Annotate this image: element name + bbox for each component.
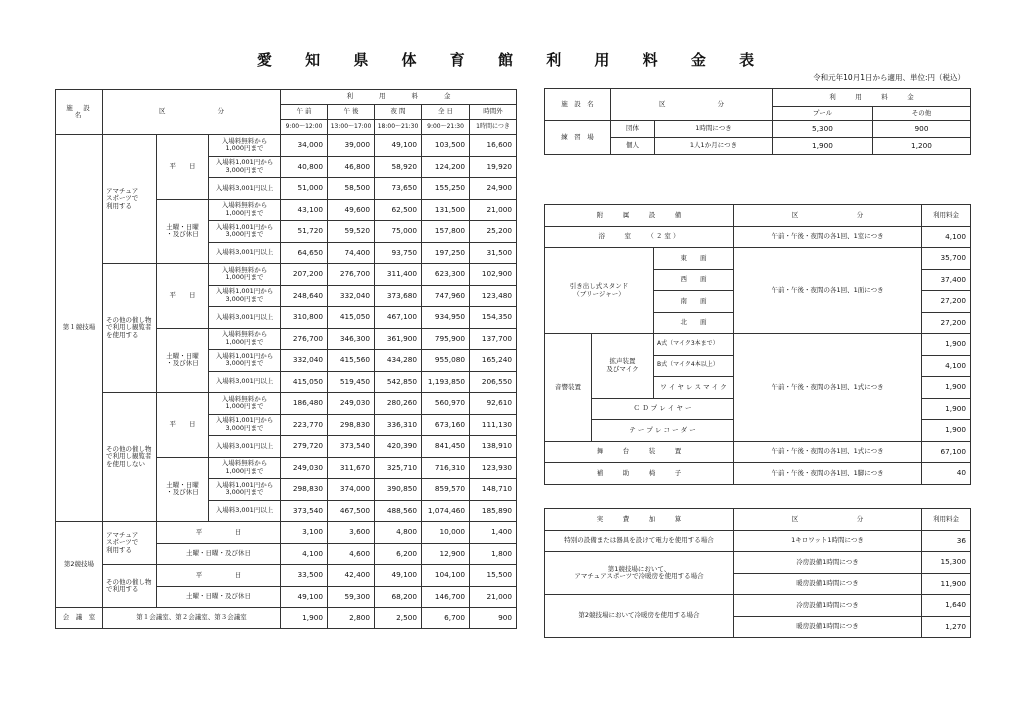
fee-value: 336,310: [375, 414, 422, 436]
item-bleacher: 引き出し式スタンド （ブリージャー）: [545, 248, 654, 334]
table-row: [545, 530, 971, 552]
admission-fee-range: 入場料無料から 1,000円まで: [209, 264, 281, 286]
fee-value: 276,700: [328, 264, 375, 286]
header-fee: 利 用 料 金: [773, 89, 971, 107]
fee-value: 325,710: [375, 457, 422, 479]
table-row: [56, 264, 517, 286]
admission-fee-range: 入場料無料から 1,000円まで: [209, 135, 281, 157]
facility-arena-2: 第2競技場: [56, 522, 103, 608]
fee-unit: 午前・午後・夜間の各1回、1脚につき: [734, 463, 922, 485]
fee-value: 1,640: [922, 595, 971, 617]
fee-value: 4,100: [922, 226, 971, 248]
fee-value: 1,270: [922, 616, 971, 638]
user-type: 団体: [611, 121, 655, 138]
fee-value: 58,920: [375, 156, 422, 178]
fee-value: 4,600: [328, 543, 375, 565]
bleacher-side: 北 面: [654, 312, 734, 334]
facility-meeting-room: 会 議 室: [56, 608, 103, 629]
fee-value: 11,900: [922, 573, 971, 595]
fee-value: 40,800: [281, 156, 328, 178]
fee-value: 31,500: [470, 242, 517, 264]
fee-unit: 午前・午後・夜間の各1回、1式につき: [734, 334, 922, 442]
fee-value: 3,100: [281, 522, 328, 544]
header-category: 区 分: [734, 509, 922, 531]
table-row: [545, 463, 971, 485]
fee-value: 93,750: [375, 242, 422, 264]
item-pa: 拡声装置 及びマイク: [592, 334, 654, 399]
fee-value: 103,500: [422, 135, 470, 157]
header-category: 区 分: [734, 205, 922, 227]
header-fee: 利 用 料 金: [281, 90, 517, 105]
fee-value: 25,200: [470, 221, 517, 243]
fee-value: 1,900: [922, 420, 971, 442]
fee-value: 15,300: [922, 552, 971, 574]
fee-value: 5,300: [773, 121, 873, 138]
fee-value: 488,560: [375, 500, 422, 522]
admission-fee-range: 入場料1,001円から 3,000円まで: [209, 221, 281, 243]
fee-value: 27,200: [922, 291, 971, 313]
fee-unit: 午前・午後・夜間の各1回、1面につき: [734, 248, 922, 334]
header-fee: 利用料金: [922, 509, 971, 531]
fee-value: 841,450: [422, 436, 470, 458]
admission-fee-range: 入場料無料から 1,000円まで: [209, 199, 281, 221]
table-row: [545, 89, 971, 107]
use-type-event: その他の催し物 で利用する: [103, 565, 157, 608]
fee-value: 390,850: [375, 479, 422, 501]
table-row: [56, 135, 517, 157]
fee-value: 900: [470, 608, 517, 629]
sound-option: Ｃ Ｄ プ レ イ ヤ ー: [592, 398, 734, 420]
admission-fee-range: 入場料無料から 1,000円まで: [209, 328, 281, 350]
sound-option: テ ー プ レ コ ー ダ ー: [592, 420, 734, 442]
fee-unit: 冷房設備1時間につき: [734, 552, 922, 574]
day-type: 土曜・日曜・及び休日: [157, 586, 281, 608]
admission-fee-range: 入場料3,001円以上: [209, 242, 281, 264]
header-facility: 施 設 名: [56, 90, 103, 135]
fee-value: 374,000: [328, 479, 375, 501]
fee-value: 15,500: [470, 565, 517, 587]
fee-value: 1,900: [773, 138, 873, 155]
fee-value: 1,400: [470, 522, 517, 544]
fee-value: 58,500: [328, 178, 375, 200]
admission-fee-range: 入場料1,001円から 3,000円まで: [209, 479, 281, 501]
fee-unit: 暖房設備1時間につき: [734, 573, 922, 595]
header-category: 区 分: [611, 89, 773, 121]
effective-date-note: 令和元年10月1日から適用、単位:円（税込）: [813, 73, 965, 82]
fee-value: 49,600: [328, 199, 375, 221]
fee-value: 33,500: [281, 565, 328, 587]
item-bath: 浴 室 （ ２ 室 ）: [545, 226, 734, 248]
fee-value: 46,800: [328, 156, 375, 178]
fee-value: 249,030: [328, 393, 375, 415]
fee-value: 859,570: [422, 479, 470, 501]
day-type: 土曜・日曜 ・及び休日: [157, 328, 209, 393]
fee-value: 298,830: [328, 414, 375, 436]
fee-unit: 冷房設備1時間につき: [734, 595, 922, 617]
fee-value: 59,300: [328, 586, 375, 608]
bleacher-side: 東 面: [654, 248, 734, 270]
fee-value: 40: [922, 463, 971, 485]
equipment-fee-table: [544, 204, 971, 485]
day-type: 土曜・日曜 ・及び休日: [157, 457, 209, 522]
fee-unit: 暖房設備1時間につき: [734, 616, 922, 638]
fee-value: 51,000: [281, 178, 328, 200]
table-row: [545, 552, 971, 574]
table-row: [56, 393, 517, 415]
item-chair: 補 助 椅 子: [545, 463, 734, 485]
header-period: 夜 間: [375, 105, 422, 120]
fee-value: 74,400: [328, 242, 375, 264]
day-type: 平 日: [157, 565, 281, 587]
item-ac-arena-2: 第2競技場において冷暖房を使用する場合: [545, 595, 734, 638]
table-row: [545, 509, 971, 531]
use-type-amateur: アマチュア スポーツで 利用する: [103, 522, 157, 565]
fee-value: 137,700: [470, 328, 517, 350]
fee-value: 4,100: [922, 355, 971, 377]
fee-value: 6,700: [422, 608, 470, 629]
header-item: 附 属 設 備: [545, 205, 734, 227]
admission-fee-range: 入場料1,001円から 3,000円まで: [209, 414, 281, 436]
fee-value: 59,520: [328, 221, 375, 243]
use-type-event-paid: その他の催し物 で利用し観覧者 を使用する: [103, 264, 157, 393]
fee-value: 19,920: [470, 156, 517, 178]
fee-value: 49,100: [281, 586, 328, 608]
admission-fee-range: 入場料無料から 1,000円まで: [209, 457, 281, 479]
header-period: 午 後: [328, 105, 375, 120]
fee-value: 280,260: [375, 393, 422, 415]
fee-value: 955,080: [422, 350, 470, 372]
fee-value: 373,540: [328, 436, 375, 458]
fee-unit: 1キロワット1時間につき: [734, 530, 922, 552]
fee-value: 62,500: [375, 199, 422, 221]
fee-value: 68,200: [375, 586, 422, 608]
fee-value: 123,930: [470, 457, 517, 479]
fee-value: 415,560: [328, 350, 375, 372]
fee-unit: 1時間につき: [655, 121, 773, 138]
header-time: 9:00～21:30: [422, 120, 470, 135]
admission-fee-range: 入場料3,001円以上: [209, 500, 281, 522]
table-row: [56, 522, 517, 544]
fee-value: 43,100: [281, 199, 328, 221]
fee-value: 3,600: [328, 522, 375, 544]
fee-value: 332,040: [281, 350, 328, 372]
facility-practice: 練 習 場: [545, 121, 611, 155]
fee-value: 35,700: [922, 248, 971, 270]
fee-value: 716,310: [422, 457, 470, 479]
practice-fee-table: [544, 88, 971, 155]
fee-value: 332,040: [328, 285, 375, 307]
fee-value: 1,900: [281, 608, 328, 629]
fee-value: 24,900: [470, 178, 517, 200]
fee-value: 37,400: [922, 269, 971, 291]
fee-value: 34,000: [281, 135, 328, 157]
fee-value: 519,450: [328, 371, 375, 393]
header-time: 18:00～21:30: [375, 120, 422, 135]
fee-value: 12,900: [422, 543, 470, 565]
fee-value: 673,160: [422, 414, 470, 436]
header-category: 区 分: [103, 90, 281, 135]
use-type-amateur: アマチュア スポーツで 利用する: [103, 135, 157, 264]
fee-value: 623,300: [422, 264, 470, 286]
fee-value: 420,390: [375, 436, 422, 458]
fee-value: 934,950: [422, 307, 470, 329]
fee-value: 223,770: [281, 414, 328, 436]
fee-value: 2,800: [328, 608, 375, 629]
item-power: 特別の設備または器具を設けて電力を使用する場合: [545, 530, 734, 552]
fee-value: 6,200: [375, 543, 422, 565]
fee-value: 542,850: [375, 371, 422, 393]
header-time: 1時間につき: [470, 120, 517, 135]
fee-value: 21,000: [470, 586, 517, 608]
sound-option: B式（マイク4本以上）: [654, 355, 734, 377]
fee-value: 124,200: [422, 156, 470, 178]
sound-option: A式（マイク3本まで）: [654, 334, 734, 356]
fee-value: 1,193,850: [422, 371, 470, 393]
fee-value: 311,670: [328, 457, 375, 479]
fee-value: 249,030: [281, 457, 328, 479]
fee-value: 111,130: [470, 414, 517, 436]
fee-value: 197,250: [422, 242, 470, 264]
table-row: [56, 90, 517, 105]
fee-value: 27,200: [922, 312, 971, 334]
fee-unit: 午前・午後・夜間の各1回、1室につき: [734, 226, 922, 248]
fee-value: 51,720: [281, 221, 328, 243]
fee-value: 248,640: [281, 285, 328, 307]
admission-fee-range: 入場料1,001円から 3,000円まで: [209, 285, 281, 307]
fee-value: 346,300: [328, 328, 375, 350]
header-item: 実 費 加 算: [545, 509, 734, 531]
fee-value: 207,200: [281, 264, 328, 286]
fee-value: 4,100: [281, 543, 328, 565]
day-type: 平 日: [157, 264, 209, 329]
sound-option: ワ イ ヤ レ ス マ イ ク: [654, 377, 734, 399]
fee-value: 64,650: [281, 242, 328, 264]
fee-value: 467,500: [328, 500, 375, 522]
admission-fee-range: 入場料3,001円以上: [209, 436, 281, 458]
header-facility: 施 設 名: [545, 89, 611, 121]
fee-value: 154,350: [470, 307, 517, 329]
header-period: 時間外: [470, 105, 517, 120]
table-row: [545, 334, 971, 356]
fee-value: 373,680: [375, 285, 422, 307]
fee-value: 49,100: [375, 135, 422, 157]
item-stage: 舞 台 装 置: [545, 441, 734, 463]
day-type: 平 日: [157, 522, 281, 544]
fee-value: 148,710: [470, 479, 517, 501]
table-row: [56, 565, 517, 587]
fee-value: 1,900: [922, 334, 971, 356]
fee-value: 73,650: [375, 178, 422, 200]
header-period: 午 前: [281, 105, 328, 120]
table-row: [545, 248, 971, 270]
fee-value: 185,890: [470, 500, 517, 522]
day-type: 土曜・日曜 ・及び休日: [157, 199, 209, 264]
fee-value: 467,100: [375, 307, 422, 329]
header-time: 9:00～12:00: [281, 120, 328, 135]
item-sound: 音響装置: [545, 334, 592, 442]
table-row: [545, 226, 971, 248]
fee-value: 138,910: [470, 436, 517, 458]
item-ac-arena-1: 第1競技場において、 アマチュアスポーツで冷暖房を使用する場合: [545, 552, 734, 595]
fee-value: 67,100: [922, 441, 971, 463]
fee-value: 104,100: [422, 565, 470, 587]
header-fee: 利用料金: [922, 205, 971, 227]
fee-value: 311,400: [375, 264, 422, 286]
fee-value: 36: [922, 530, 971, 552]
fee-value: 310,800: [281, 307, 328, 329]
fee-value: 560,970: [422, 393, 470, 415]
fee-value: 434,280: [375, 350, 422, 372]
page-title: 愛 知 県 体 育 館 利 用 料 金 表: [256, 51, 769, 69]
header-period: 全 日: [422, 105, 470, 120]
use-type-event-unpaid: その他の催し物 で利用し観覧者 を使用しない: [103, 393, 157, 522]
fee-value: 206,550: [470, 371, 517, 393]
fee-value: 279,720: [281, 436, 328, 458]
admission-fee-range: 入場料無料から 1,000円まで: [209, 393, 281, 415]
fee-value: 92,610: [470, 393, 517, 415]
fee-value: 131,500: [422, 199, 470, 221]
fee-value: 49,100: [375, 565, 422, 587]
fee-value: 1,900: [922, 398, 971, 420]
user-type: 個人: [611, 138, 655, 155]
fee-value: 155,250: [422, 178, 470, 200]
fee-value: 10,000: [422, 522, 470, 544]
fee-value: 2,500: [375, 608, 422, 629]
table-row: [545, 595, 971, 617]
fee-value: 795,900: [422, 328, 470, 350]
fee-value: 1,900: [922, 377, 971, 399]
table-row: [545, 121, 971, 138]
fee-value: 415,050: [328, 307, 375, 329]
meeting-rooms: 第１会議室、第２会議室、第３会議室: [103, 608, 281, 629]
admission-fee-range: 入場料1,001円から 3,000円まで: [209, 350, 281, 372]
header-other: その他: [873, 107, 971, 121]
bleacher-side: 西 面: [654, 269, 734, 291]
main-fee-table: [55, 89, 517, 629]
header-pool: プール: [773, 107, 873, 121]
fee-value: 39,000: [328, 135, 375, 157]
fee-value: 1,074,460: [422, 500, 470, 522]
actual-cost-table: [544, 508, 971, 638]
admission-fee-range: 入場料3,001円以上: [209, 307, 281, 329]
fee-value: 42,400: [328, 565, 375, 587]
fee-value: 4,800: [375, 522, 422, 544]
fee-value: 146,700: [422, 586, 470, 608]
admission-fee-range: 入場料3,001円以上: [209, 371, 281, 393]
fee-value: 75,000: [375, 221, 422, 243]
facility-arena-1: 第１競技場: [56, 135, 103, 522]
fee-value: 186,480: [281, 393, 328, 415]
bleacher-side: 南 面: [654, 291, 734, 313]
fee-unit: 1人1か月につき: [655, 138, 773, 155]
fee-value: 900: [873, 121, 971, 138]
fee-value: 276,700: [281, 328, 328, 350]
fee-value: 747,960: [422, 285, 470, 307]
fee-value: 298,830: [281, 479, 328, 501]
fee-value: 165,240: [470, 350, 517, 372]
table-row: [545, 441, 971, 463]
day-type: 平 日: [157, 135, 209, 200]
day-type: 土曜・日曜・及び休日: [157, 543, 281, 565]
fee-value: 123,480: [470, 285, 517, 307]
admission-fee-range: 入場料3,001円以上: [209, 178, 281, 200]
admission-fee-range: 入場料1,001円から 3,000円まで: [209, 156, 281, 178]
fee-value: 1,200: [873, 138, 971, 155]
fee-value: 361,900: [375, 328, 422, 350]
fee-value: 1,800: [470, 543, 517, 565]
fee-value: 16,600: [470, 135, 517, 157]
fee-value: 373,540: [281, 500, 328, 522]
table-row: [545, 205, 971, 227]
fee-value: 102,900: [470, 264, 517, 286]
header-time: 13:00～17:00: [328, 120, 375, 135]
table-row: [56, 608, 517, 629]
fee-value: 157,800: [422, 221, 470, 243]
fee-value: 21,000: [470, 199, 517, 221]
day-type: 平 日: [157, 393, 209, 458]
fee-unit: 午前・午後・夜間の各1回、1式につき: [734, 441, 922, 463]
fee-value: 415,050: [281, 371, 328, 393]
